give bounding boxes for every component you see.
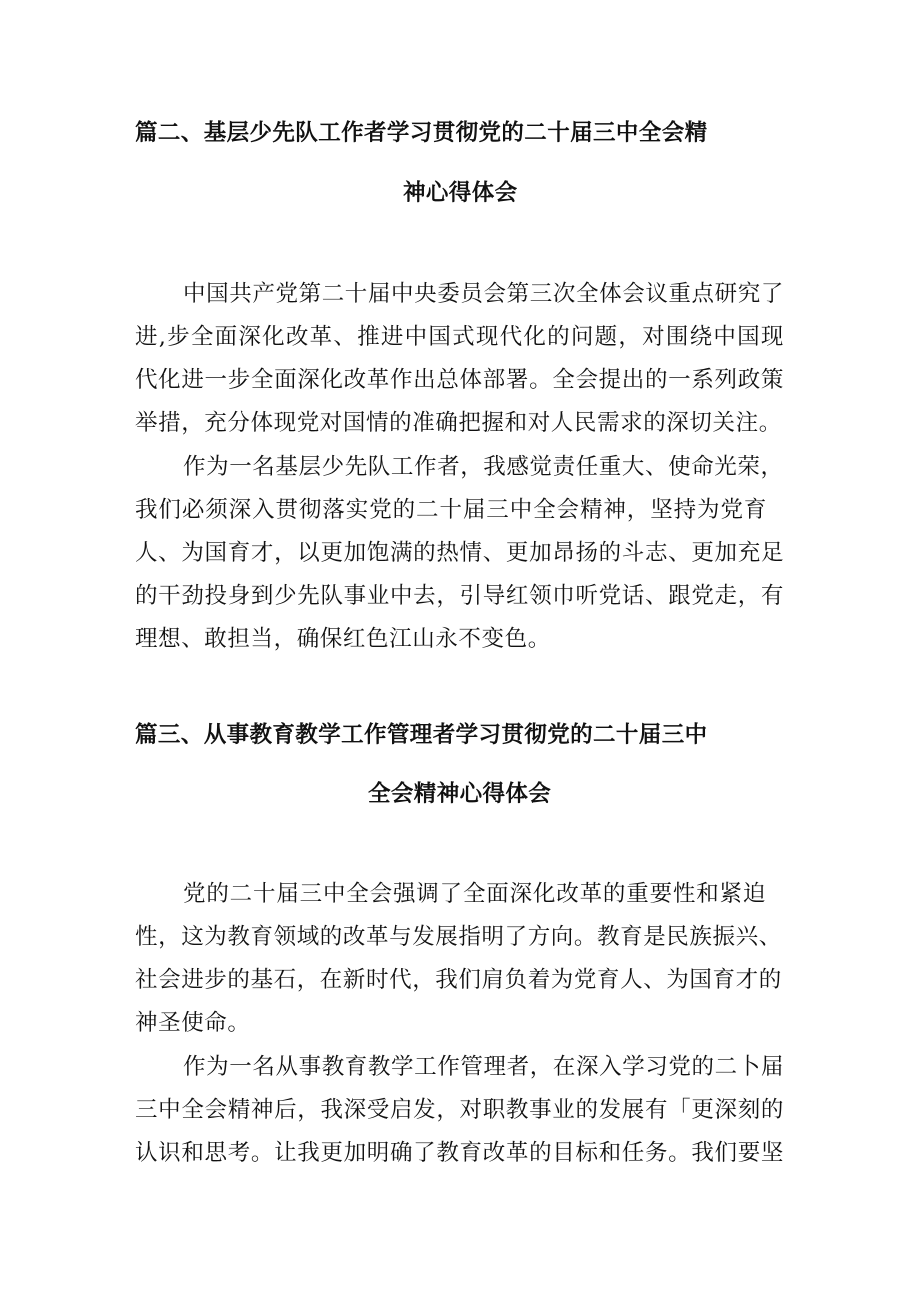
section3-title-line2: 全会精神心得体会 [368, 781, 552, 807]
section2-para2-line5: 理想、敢担当，确保红色江山永不变色。 [135, 626, 551, 652]
section3-para1-line1: 党的二十届三中全会强调了全面深化改革的重要性和紧迫 [183, 881, 766, 907]
section2-para1-line2: 进,步全面深化改革、推进中国式现代化的问题，对围绕中国现 [135, 324, 784, 350]
section2-para1-line3: 代化进一步全面深化改革作出总体部署。全会提出的一系列政策 [135, 367, 784, 393]
section3-para1-line3: 社会进步的基石，在新时代，我们肩负着为党育人、为国育才的 [135, 967, 782, 993]
section2-para1-line1: 中国共产党第二十届中央委员会第三次全体会议重点研究了 [183, 281, 784, 307]
section3-para1-line4: 神圣使命。 [135, 1010, 251, 1036]
section3-para2-line1: 作为一名从事教育教学工作管理者，在深入学习党的二卜届 [183, 1054, 784, 1080]
section2-para2-line4: 的干劲投身到少先队事业中去，引导红领巾听党话、跟党走，有 [135, 583, 784, 609]
section2-title-line2: 神心得体会 [403, 180, 518, 206]
section2-para1-line4: 举措，充分体现党对国情的准确把握和对人民需求的深切关注。 [135, 410, 782, 436]
section2-para2-line3: 人、为国育才，以更加饱满的热情、更加昂扬的斗志、更加充足 [135, 540, 784, 566]
section3-para1-line2: 性，这为教育领域的改革与发展指明了方向。教育是民族振兴、 [135, 924, 782, 950]
section3-title-line1: 篇三、从事教育教学工作管理者学习贯彻党的二十届三中 [135, 722, 708, 748]
section2-title-line1: 篇二、基层少先队工作者学习贯彻党的二十届三中全会精 [135, 120, 708, 146]
section2-para2-line1: 作为一名基层少先队工作者，我感觉责任重大、使命光荣， [183, 454, 784, 480]
section2-para2-line2: 我们必须深入贯彻落实党的二十届三中全会精神，坚持为党育 [135, 497, 767, 523]
section3-para2-line3: 认识和思考。让我更加明确了教育改革的目标和任务。我们要坚 [135, 1140, 784, 1166]
section3-para2-line2: 三中全会精神后，我深受启发，对职教事业的发展有「更深刻的 [135, 1097, 784, 1123]
